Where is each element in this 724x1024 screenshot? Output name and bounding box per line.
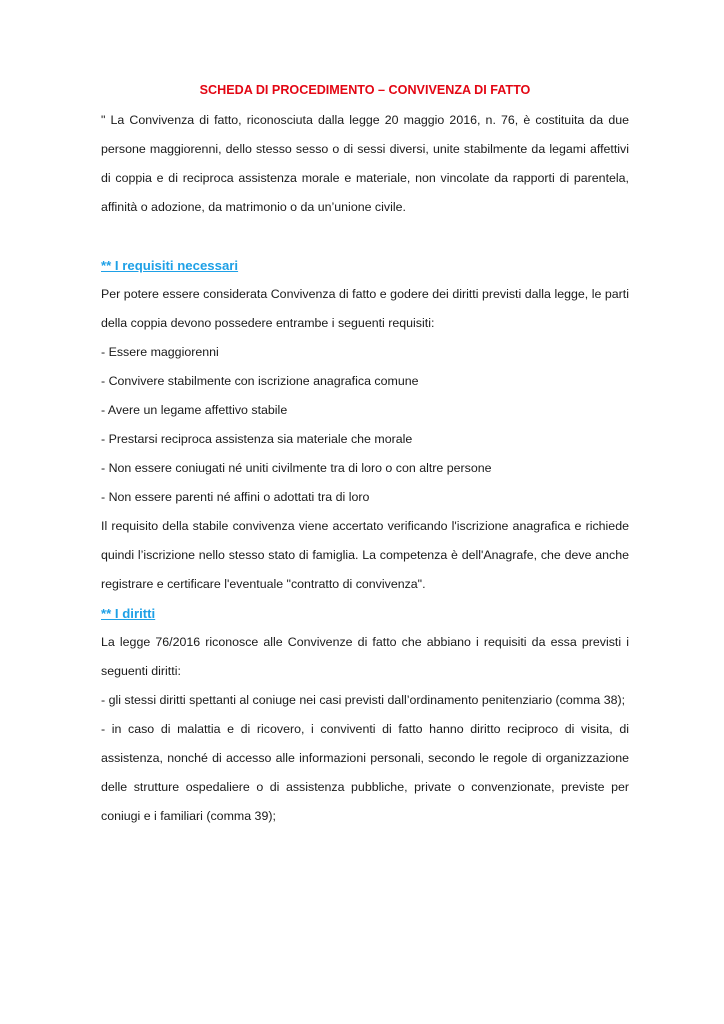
list-item: - Prestarsi reciproca assistenza sia materiale che morale <box>101 432 413 446</box>
list-item: - Convivere stabilmente con iscrizione anagrafica comune <box>101 374 419 388</box>
list-item: - Essere maggiorenni <box>101 345 219 359</box>
requisiti-closing: Il requisito della stabile convivenza viene accertato verificando l'iscrizione anagrafica e richiede quindi l’iscrizione nello stesso stato di famiglia. La competenza è dell'Anagrafe, che deve anche registrare e certificare l'eventuale "contratto di convivenza". <box>101 519 629 591</box>
document-page <box>101 78 629 831</box>
section-heading-requisiti: ** I requisiti necessari <box>101 258 239 273</box>
list-item: - Non essere parenti né affini o adottati tra di loro <box>101 490 370 504</box>
list-item: - Avere un legame affettivo stabile <box>101 403 288 417</box>
spacer <box>101 222 629 251</box>
list-item: - in caso di malattia e di ricovero, i conviventi di fatto hanno diritto reciproco di visita, di assistenza, nonché di accesso alle informazioni personali, secondo le regole di organizzazione delle strutture ospedaliere o di assistenza pubbliche, private o convenzionate, previste per coniugi e i familiari (comma 39); <box>101 722 629 823</box>
list-item: - gli stessi diritti spettanti al coniuge nei casi previsti dall’ordinamento penitenziario (comma 38); <box>101 693 626 707</box>
document-title: SCHEDA DI PROCEDIMENTO – CONVIVENZA DI FATTO <box>199 83 531 97</box>
section-heading-diritti: ** I diritti <box>101 606 156 621</box>
requisiti-intro: Per potere essere considerata Convivenza di fatto e godere dei diritti previsti dalla legge, le parti della coppia devono possedere entrambe i seguenti requisiti: <box>101 287 629 330</box>
list-item: - Non essere coniugati né uniti civilmente tra di loro o con altre persone <box>101 461 492 475</box>
diritti-intro: La legge 76/2016 riconosce alle Convivenze di fatto che abbiano i requisiti da essa previsti i seguenti diritti: <box>101 635 629 678</box>
intro-paragraph: " La Convivenza di fatto, riconosciuta dalla legge 20 maggio 2016, n. 76, è costituita da due persone maggiorenni, dello stesso sesso o di sessi diversi, unite stabilmente da legami affettivi di coppia e di reciproca assistenza morale e materiale, non vincolate da rapporti di parentela, affinità o adozione, da matrimonio o da un’unione civile. <box>101 113 629 214</box>
